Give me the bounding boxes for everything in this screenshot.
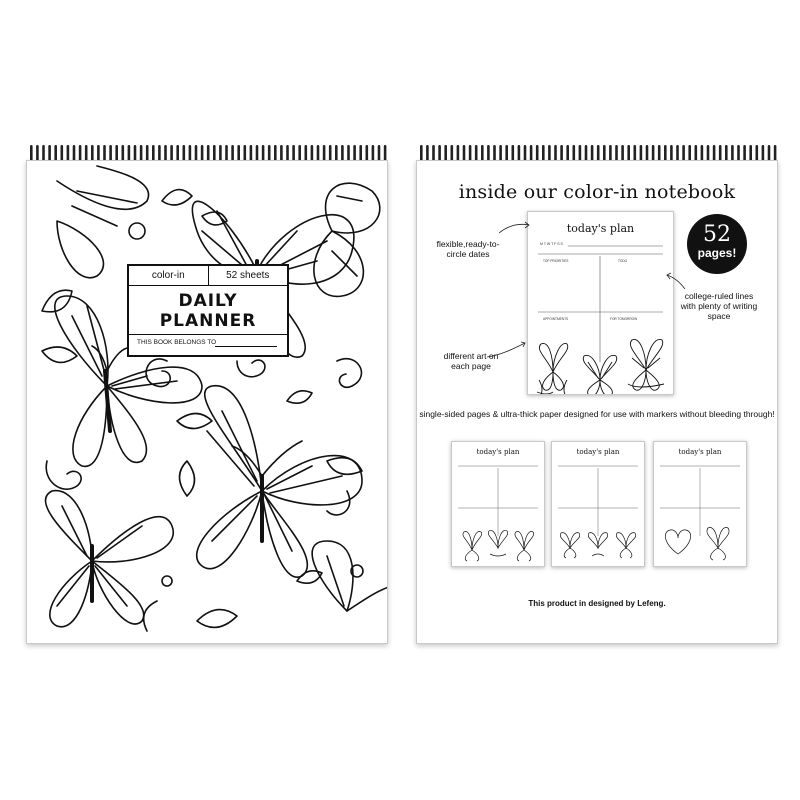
badge-text: pages!: [697, 246, 737, 260]
butterfly-art: [57, 166, 149, 278]
designer-credit: This product in designed by Lefeng.: [528, 599, 666, 608]
sample-page-large: [527, 211, 674, 395]
thumbnail-layout: [452, 442, 544, 566]
page-count-badge: [687, 214, 747, 274]
butterfly-art: [46, 491, 174, 627]
sample-page-thumbnail: [551, 441, 645, 567]
thumbnail-art: [463, 530, 534, 561]
thumbnail-title: today's plan: [678, 448, 722, 456]
thumbnail-layout: [552, 442, 644, 566]
cover-title: DAILY PLANNER: [129, 286, 287, 335]
cover-label: [127, 264, 289, 357]
label-sheet-count: 52 sheets: [208, 266, 288, 285]
section-todo: TODO: [618, 259, 628, 263]
callout-ruled-lines: college-ruled lines with plenty of writing space: [680, 291, 758, 321]
sample-page-days: M T W T F S S: [540, 242, 563, 246]
owner-line-label: THIS BOOK BELONGS TO: [137, 339, 217, 346]
thumbnail-layout: [654, 442, 746, 566]
sample-page-thumbnail: [451, 441, 545, 567]
thumbnail-art: [560, 533, 635, 558]
sample-page-art: [537, 339, 664, 394]
sample-page-layout: [528, 212, 673, 394]
badge-number: 52: [703, 222, 731, 247]
butterfly-coloring-illustration: [27, 161, 387, 643]
label-color-in: color-in: [151, 270, 185, 281]
callout-art: different art on each page: [443, 351, 499, 371]
section-for-tomorrow: FOR TOMORROW: [610, 317, 638, 321]
paper-caption: single-sided pages & ultra-thick paper designed for use with markers without bleeding through!: [419, 409, 775, 419]
butterfly-art: [314, 183, 380, 296]
section-appointments: APPOINTMENTS: [543, 317, 569, 321]
butterfly-art: [197, 386, 362, 577]
thumbnail-title: today's plan: [576, 448, 620, 456]
sample-page-title: today's plan: [566, 222, 635, 235]
notebook-inside-preview: [416, 160, 778, 644]
butterfly-art: [312, 541, 387, 611]
preview-title: inside our color-in notebook: [458, 181, 736, 203]
planner-cover: [26, 160, 388, 644]
sample-page-thumbnail: [653, 441, 747, 567]
section-top-priorities: TOP PRIORITIES: [543, 259, 569, 263]
thumbnail-art: [665, 528, 729, 560]
callout-dates: flexible,ready-to-circle dates: [436, 239, 500, 259]
owner-line: [129, 335, 287, 355]
thumbnail-title: today's plan: [476, 448, 520, 456]
